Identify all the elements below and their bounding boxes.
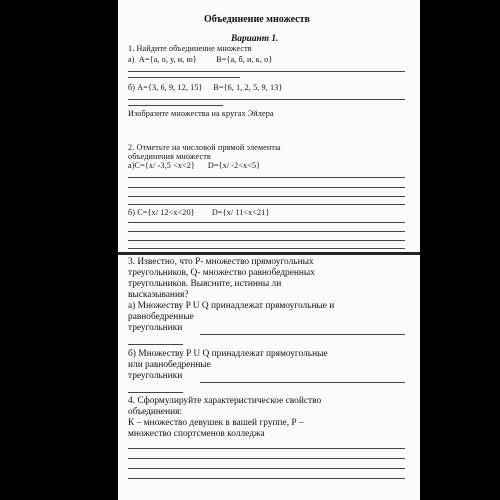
task1-b: б) А={3, 6, 9, 12, 15} В={6, 1, 2, 5, 9, 13}	[128, 83, 283, 92]
answer-line	[128, 177, 405, 178]
task2-line1: 2. Отметьте на числовой прямой элементы	[128, 143, 281, 152]
answer-line	[128, 448, 405, 449]
task3-line1: 3. Известно, что Р- множество прямоугольных	[128, 257, 314, 267]
page-divider	[118, 252, 420, 255]
task1-euler: Изобразите множества на кругах Эйлера	[128, 109, 274, 118]
answer-line	[128, 77, 240, 78]
task2-b: б) С={x/ 12<x<20} D={x/ 11<x<21}	[128, 208, 270, 217]
answer-line	[240, 71, 405, 72]
answer-line	[128, 71, 240, 72]
answer-line	[128, 468, 405, 469]
answer-line	[200, 334, 405, 335]
task2-a: а)С={x/ -3,5 <x<2} D={x/ -2<x<5}	[128, 161, 261, 170]
task4-line3: К – множество девушек в вашей группе, Р –	[128, 418, 304, 428]
answer-line	[128, 478, 405, 479]
task3-b-line1: б) Множеству P U Q принадлежат прямоугольные	[128, 349, 328, 359]
task4-line2: объединения:	[128, 407, 183, 417]
task3-b-line3: треугольники	[128, 371, 183, 381]
task3-a-line3: треугольники	[128, 323, 183, 333]
task3-a-line2: равнобедренные	[128, 312, 194, 322]
task1-heading: 1. Найдите объединение множеств	[128, 44, 252, 53]
task4-line1: 4. Сформулируйте характеристическое свойство	[128, 396, 322, 406]
task3-b-line2: или равнобедренные	[128, 360, 211, 370]
task3-a-line1: а) Множеству P U Q принадлежат прямоугольные и	[128, 301, 335, 311]
answer-line	[128, 222, 405, 223]
page-title: Объединение множеств	[204, 14, 310, 25]
answer-line	[128, 240, 405, 241]
task3-line4: высказывания?	[128, 290, 189, 300]
answer-line	[128, 105, 223, 106]
answer-line	[128, 187, 405, 188]
task3-line2: треугольников, Q- множество равнобедренных	[128, 268, 315, 278]
answer-line	[128, 99, 405, 100]
answer-line	[200, 382, 405, 383]
variant-label: Вариант 1.	[231, 34, 279, 44]
answer-line	[128, 458, 405, 459]
task1-a: а) А={а, о, у, и, ю} В={а, б, и, к, о}	[128, 55, 273, 64]
task4-line4: множество спортсменов колледжа	[128, 429, 265, 439]
task2-line2: объединения множеств	[128, 152, 211, 161]
answer-line	[128, 231, 405, 232]
task3-line3: треугольников. Выясните, истинны ли	[128, 279, 282, 289]
answer-line	[128, 248, 405, 249]
answer-line	[128, 196, 405, 197]
answer-line	[128, 392, 183, 393]
answer-line	[128, 204, 405, 205]
answer-line	[128, 344, 183, 345]
